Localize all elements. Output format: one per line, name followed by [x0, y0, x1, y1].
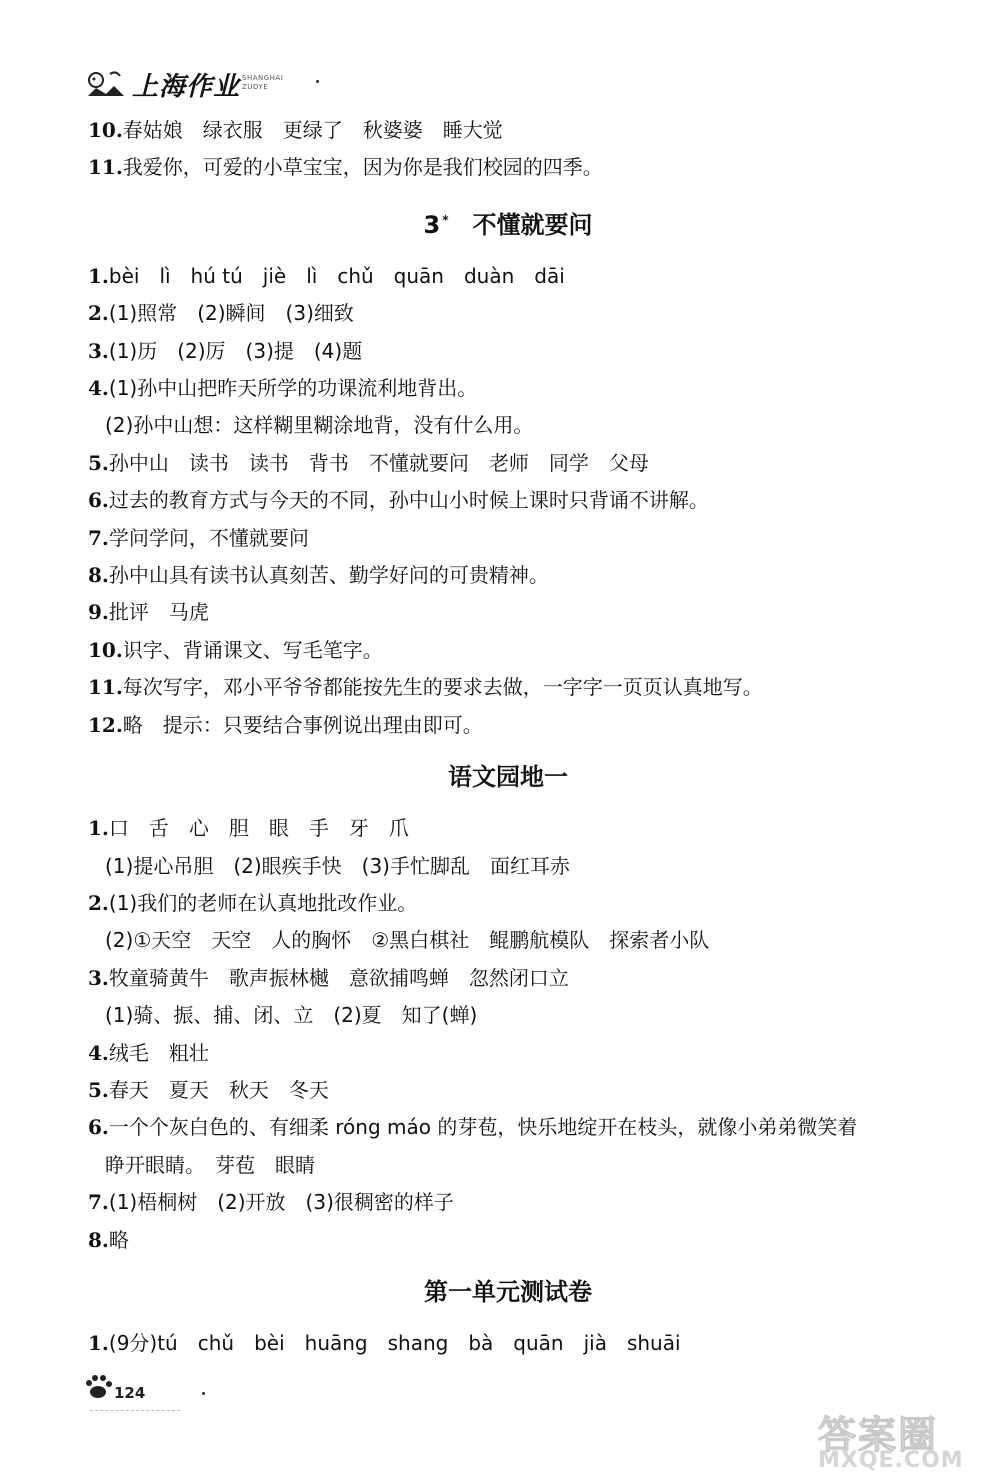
item-text: (1)梧桐树 (2)开放 (3)很稠密的样子 — [108, 1190, 454, 1215]
answer-item — [88, 1109, 928, 1146]
answer-item — [88, 557, 928, 594]
item-text: 绒毛 粗壮 — [108, 1040, 209, 1065]
header — [84, 58, 324, 108]
item-text: (1)提心吊胆 (2)眼疾手快 (3)手忙脚乱 面红耳赤 — [105, 853, 570, 878]
item-number: 4. — [88, 376, 109, 401]
answer-item — [88, 1184, 928, 1221]
item-number: 10. — [88, 118, 123, 142]
item-number: 3. — [88, 338, 109, 363]
item-number: 11. — [88, 155, 123, 180]
item-number: 6. — [88, 488, 109, 513]
item-text: 略 — [108, 1227, 129, 1252]
item-text: 学问学问，不懂就要问 — [108, 525, 309, 550]
item-text: 批评 马虎 — [108, 600, 209, 625]
watermark — [818, 1404, 988, 1478]
answer-item — [88, 370, 928, 407]
item-number: 1. — [88, 1330, 109, 1355]
item-number: 1. — [88, 816, 109, 841]
answer-item — [88, 520, 928, 557]
answer-subline — [88, 1147, 928, 1184]
item-text: 略 提示：只要结合事例说出理由即可。 — [122, 712, 483, 737]
item-number: 7. — [88, 1190, 109, 1215]
answer-subline — [88, 922, 928, 959]
item-number: 7. — [88, 525, 109, 550]
item-text: (2)孙中山想：这样糊里糊涂地背，没有什么用。 — [105, 413, 534, 438]
answer-item — [88, 295, 928, 332]
answer-item — [88, 112, 928, 149]
answer-content — [88, 112, 928, 1362]
item-text: (1)历 (2)厉 (3)提 (4)题 — [108, 338, 363, 363]
section-star: * — [442, 212, 449, 227]
item-text: 春姑娘 绿衣服 更绿了 秋婆婆 睡大觉 — [122, 118, 503, 142]
answer-item — [88, 810, 928, 847]
answer-item — [88, 1325, 928, 1362]
item-number: 2. — [88, 890, 109, 915]
item-number: 10. — [88, 637, 123, 662]
item-number: 9. — [88, 600, 109, 625]
item-number: 8. — [88, 1227, 109, 1252]
cartoon-logo-icon — [84, 68, 128, 104]
item-number: 12. — [88, 712, 123, 737]
answer-item — [88, 594, 928, 631]
item-text: 每次写字，邓小平爷爷都能按先生的要求去做，一字字一页页认真地写。 — [122, 675, 763, 700]
item-number: 5. — [88, 450, 109, 475]
section-title-text: 第一单元测试卷 — [424, 1277, 592, 1306]
header-dot — [316, 80, 319, 83]
item-text: 牧童骑黄牛 歌声振林樾 意欲捕鸣蝉 忽然闭口立 — [108, 965, 569, 990]
item-text: (2)①天空 天空 人的胸怀 ②黑白棋社 鲲鹏航模队 探索者小队 — [105, 928, 710, 953]
answer-item — [88, 1072, 928, 1109]
item-text: 春天 夏天 秋天 冬天 — [108, 1077, 329, 1102]
section-title — [88, 1259, 928, 1325]
answer-item — [88, 885, 928, 922]
item-text: 孙中山具有读书认真刻苦、勤学好问的可贵精神。 — [108, 563, 549, 588]
item-number: 11. — [88, 675, 123, 700]
footer — [84, 1372, 244, 1432]
book-title: 上海作业 — [132, 72, 241, 102]
item-text: 孙中山 读书 读书 背书 不懂就要问 老师 同学 父母 — [108, 450, 649, 475]
item-text: (1)我们的老师在认真地批改作业。 — [108, 890, 418, 915]
item-text: (1)照常 (2)瞬间 (3)细致 — [108, 301, 354, 326]
answer-item — [88, 960, 928, 997]
item-text: (1)孙中山把昨天所学的功课流利地背出。 — [108, 376, 478, 401]
item-text: 口 舌 心 胆 眼 手 牙 爪 — [108, 816, 409, 841]
item-number: 2. — [88, 301, 109, 326]
item-text: 一个个灰白色的、有细柔 róng máo 的芽苞，快乐地绽开在枝头，就像小弟弟微笑着 — [108, 1115, 858, 1140]
section-title — [88, 187, 928, 258]
answer-item — [88, 669, 928, 706]
footer-dot — [202, 1392, 205, 1395]
book-subtitle-line2: ZUOYE — [242, 83, 269, 91]
answer-item — [88, 149, 928, 186]
paw-print-icon — [84, 1372, 118, 1402]
item-text: 我爱你，可爱的小草宝宝，因为你是我们校园的四季。 — [122, 155, 603, 180]
item-number: 1. — [88, 263, 109, 288]
section-number: 3 — [423, 210, 441, 239]
page-number: 124 — [114, 1384, 146, 1402]
item-number: 6. — [88, 1115, 109, 1140]
answer-subline — [88, 407, 928, 444]
section-title — [88, 744, 928, 810]
answer-item — [88, 258, 928, 295]
item-text: (9分)tú chǔ bèi huāng shang bà quān jià shuāi — [108, 1330, 681, 1355]
section-title-text: 不懂就要问 — [472, 210, 593, 239]
book-subtitle-line1: SHANGHAI — [242, 74, 284, 82]
answer-item — [88, 333, 928, 370]
item-text: 过去的教育方式与今天的不同，孙中山小时候上课时只背诵不讲解。 — [108, 488, 709, 513]
section-title-text: 语文园地一 — [448, 763, 568, 792]
item-text: bèi lì hú tú jiè lì chǔ quān duàn dāi — [108, 263, 565, 288]
item-number: 3. — [88, 965, 109, 990]
answer-item — [88, 1222, 928, 1259]
item-text: 识字、背诵课文、写毛笔字。 — [122, 637, 383, 662]
footer-divider — [90, 1410, 180, 1411]
book-subtitle — [242, 74, 283, 92]
answer-subline — [88, 848, 928, 885]
answer-item — [88, 632, 928, 669]
item-text: (1)骑、振、捕、闭、立 (2)夏 知了(蝉) — [105, 1003, 478, 1028]
answer-item — [88, 1035, 928, 1072]
answer-subline — [88, 997, 928, 1034]
item-number: 8. — [88, 563, 109, 588]
watermark-cn: 答案圈 — [818, 1413, 939, 1457]
item-number: 4. — [88, 1040, 109, 1065]
watermark-en: MXQE.COM — [818, 1448, 964, 1473]
item-number: 5. — [88, 1077, 109, 1102]
answer-item — [88, 707, 928, 744]
answer-item — [88, 482, 928, 519]
answer-item — [88, 445, 928, 482]
item-text: 睁开眼睛。 芽苞 眼睛 — [105, 1152, 315, 1177]
